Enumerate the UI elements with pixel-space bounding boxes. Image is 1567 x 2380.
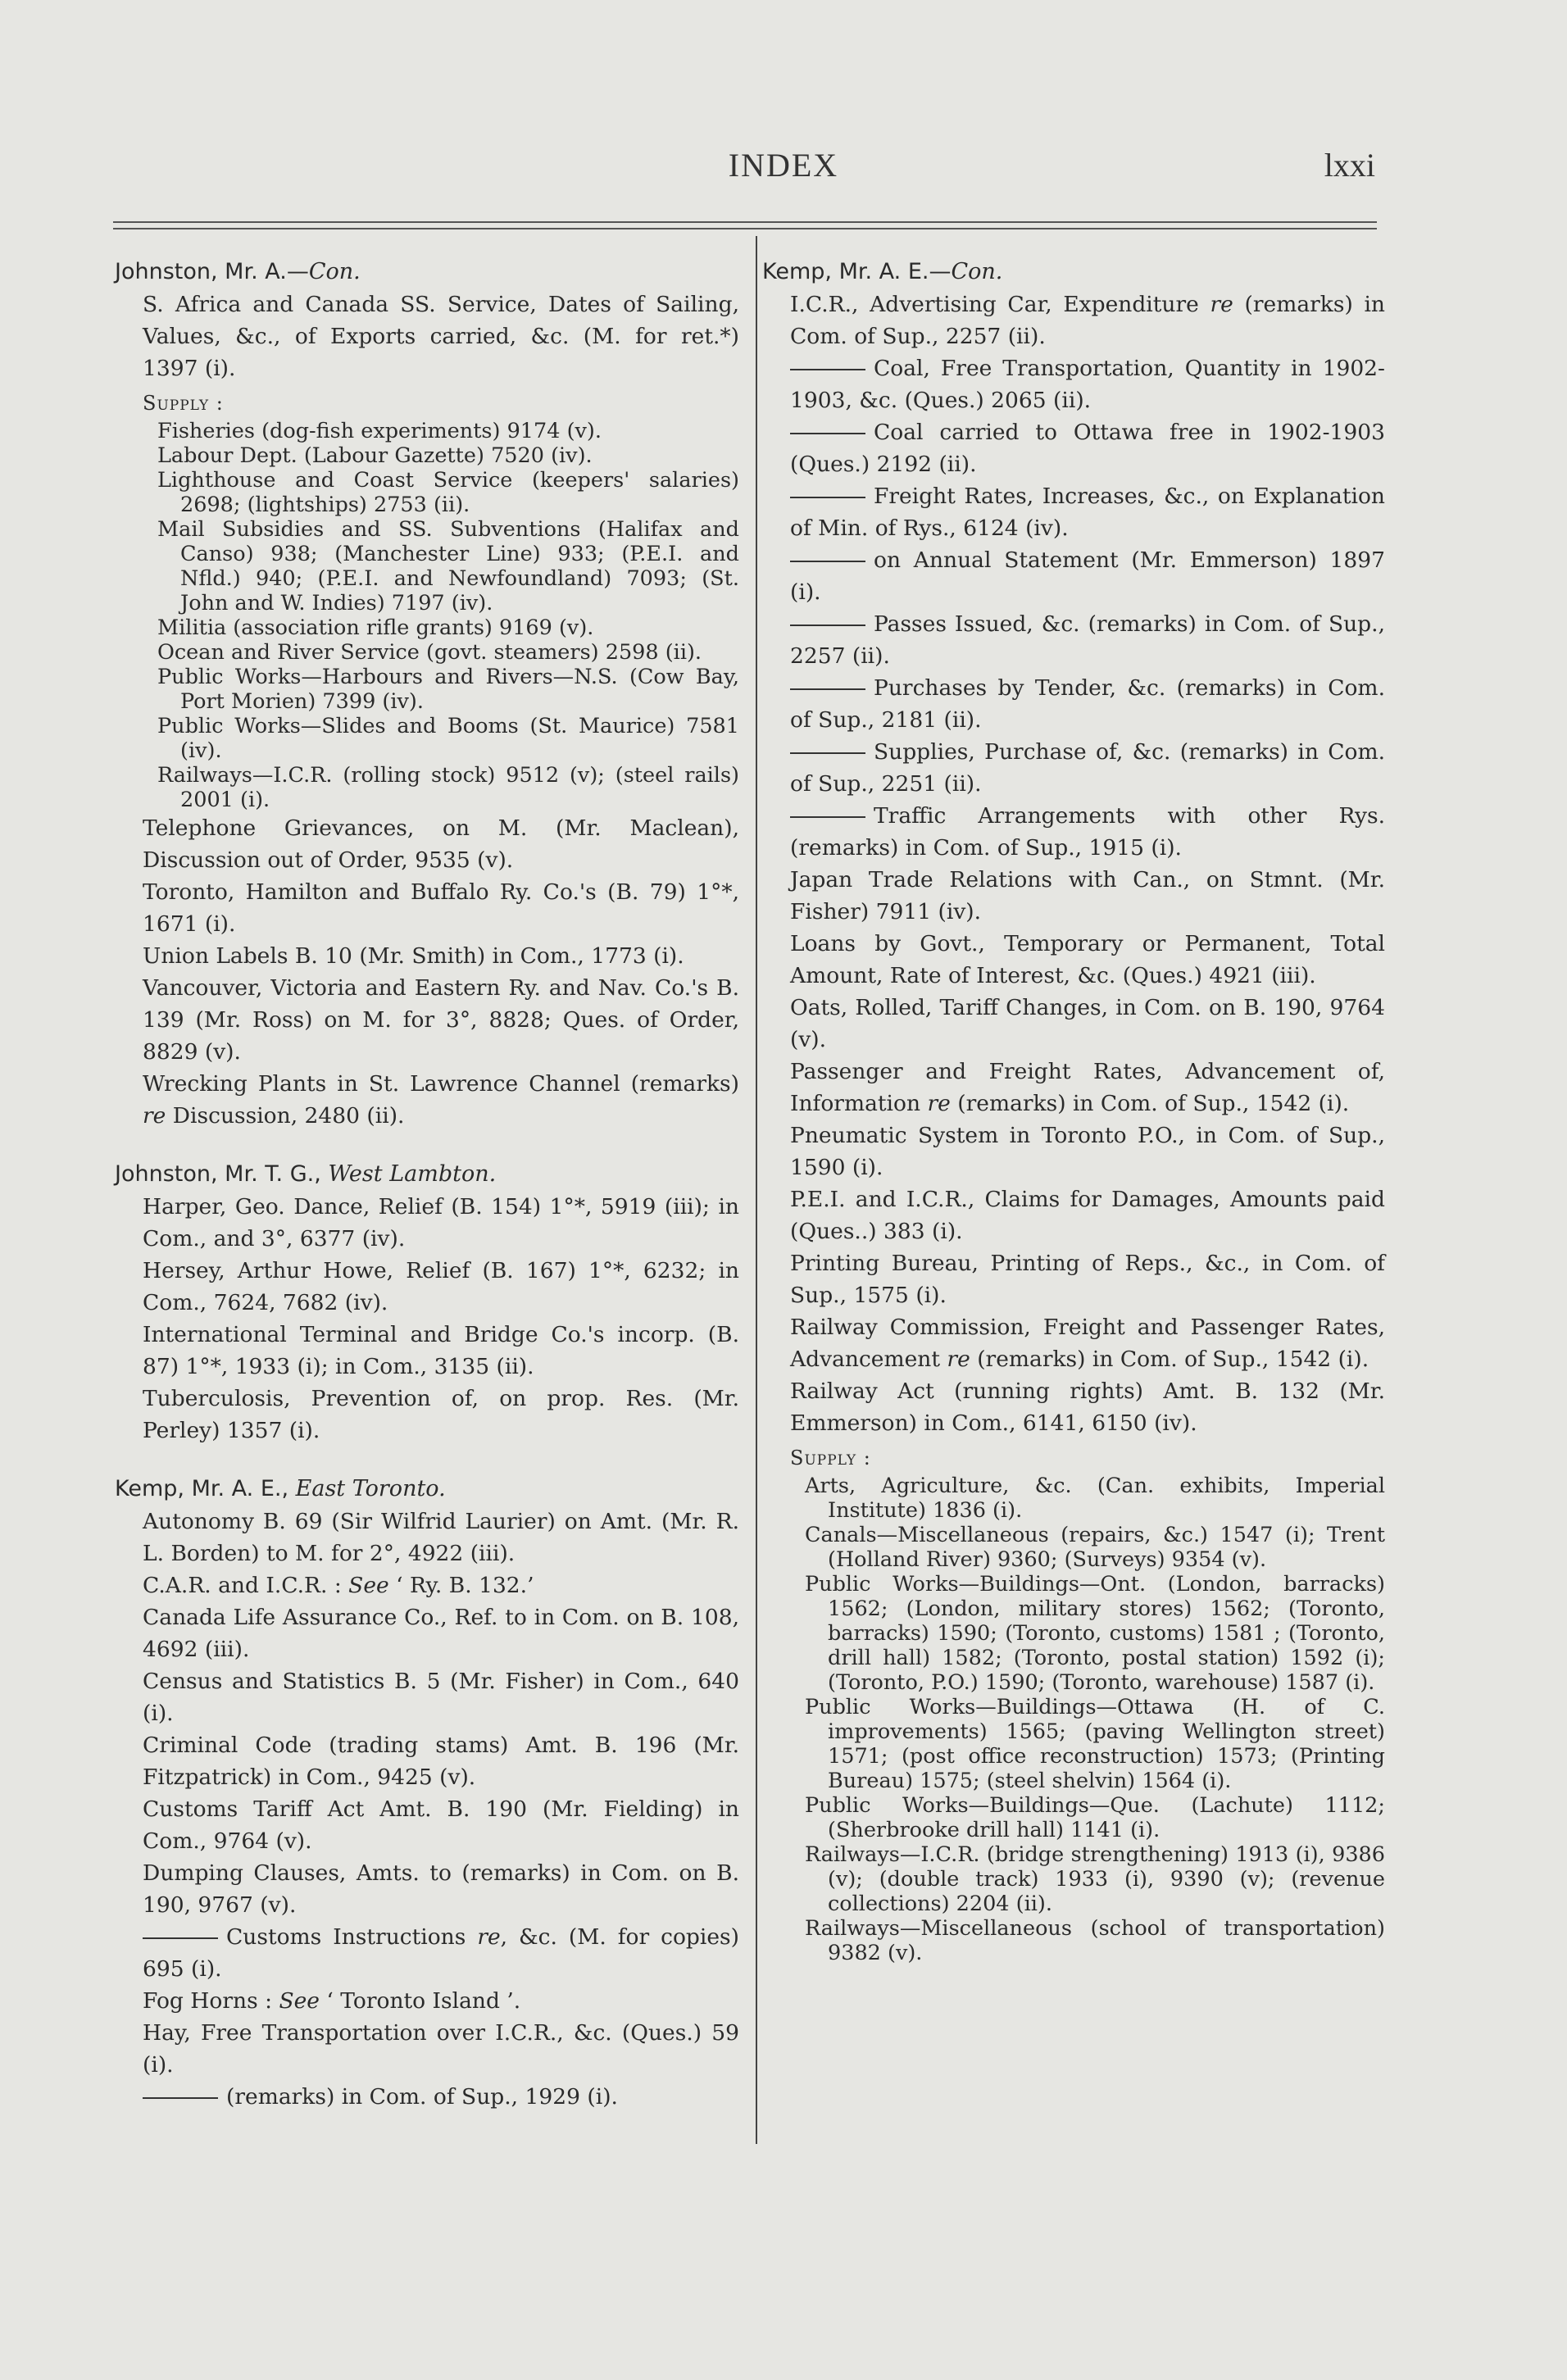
index-entry: I.C.R., Advertising Car, Expenditure re (remarks) in Com. of Sup., 2257 (ii). — [790, 292, 1385, 349]
index-entry: Japan Trade Relations with Can., on Stmnt. (Mr. Fisher) 7911 (iv). — [790, 867, 1385, 924]
supply-item: Railways—Miscellaneous (school of transportation) 9382 (v). — [805, 1916, 1385, 1965]
index-entry: Supplies, Purchase of, &c. (remarks) in Com. of Sup., 2251 (ii). — [790, 739, 1385, 797]
column-divider — [756, 236, 757, 2144]
right-column — [762, 256, 1385, 1965]
supply-item: Public Works—Harbours and Rivers—N.S. (Cow Bay, Port Morien) 7399 (iv). — [157, 665, 739, 714]
page-number: lxxi — [1324, 147, 1375, 184]
index-entry: P.E.I. and I.C.R., Claims for Damages, Amounts paid (Ques..) 383 (i). — [790, 1187, 1385, 1244]
ditto-dash — [790, 688, 865, 690]
index-entry: Criminal Code (trading stams) Amt. B. 196 (Mr. Fitzpatrick) in Com., 9425 (v). — [143, 1733, 739, 1790]
index-entry: Dumping Clauses, Amts. to (remarks) in Com. on B. 190, 9767 (v). — [143, 1860, 739, 1918]
header-rule — [113, 221, 1377, 229]
index-entry: Passes Issued, &c. (remarks) in Com. of Sup., 2257 (ii). — [790, 611, 1385, 669]
supply-item: Public Works—Buildings—Ottawa (H. of C. improvements) 1565; (paving Wellington street) 1571; (post office reconstruction) 1573; (Printing Bureau) 1575; (steel shelvin) 1564 (i). — [805, 1695, 1385, 1793]
supply-item: Lighthouse and Coast Service (keepers' salaries) 2698; (lightships) 2753 (ii). — [157, 468, 739, 517]
supply-item: Public Works—Buildings—Que. (Lachute) 1112; (Sherbrooke drill hall) 1141 (i). — [805, 1793, 1385, 1842]
supply-item: Public Works—Buildings—Ont. (London, barracks) 1562; (London, military stores) 1562; (Toronto, barracks) 1590; (Toronto, customs) 1581 ; (Toronto, drill hall) 1582; (Toronto, postal station) 1592 (i); (Toronto, P.O.) 1590; (Toronto, warehouse) 1587 (i). — [805, 1572, 1385, 1695]
index-entry: Printing Bureau, Printing of Reps., &c., in Com. of Sup., 1575 (i). — [790, 1251, 1385, 1308]
ditto-dash — [143, 2097, 218, 2099]
ditto-dash — [790, 752, 865, 754]
supply-item: Mail Subsidies and SS. Subventions (Halifax and Canso) 938; (Manchester Line) 933; (P.E.I. and Nfld.) 940; (P.E.I. and Newfoundland) 7093; (St. John and W. Indies) 7197 (iv). — [157, 517, 739, 615]
index-entry: Traffic Arrangements with other Rys. (remarks) in Com. of Sup., 1915 (i). — [790, 803, 1385, 861]
index-entry: Loans by Govt., Temporary or Permanent, Total Amount, Rate of Interest, &c. (Ques.) 4921 (iii). — [790, 931, 1385, 988]
index-entry: on Annual Statement (Mr. Emmerson) 1897 (i). — [790, 547, 1385, 605]
entry-heading: Johnston, Mr. A.—Con. — [115, 259, 361, 284]
supply-item: Labour Dept. (Labour Gazette) 7520 (iv). — [157, 443, 593, 468]
index-entry: Telephone Grievances, on M. (Mr. Maclean), Discussion out of Order, 9535 (v). — [143, 815, 739, 873]
index-entry: Oats, Rolled, Tariff Changes, in Com. on B. 190, 9764 (v). — [790, 995, 1385, 1052]
index-entry: Wrecking Plants in St. Lawrence Channel (remarks) re Discussion, 2480 (ii). — [143, 1071, 739, 1129]
index-entry: Toronto, Hamilton and Buffalo Ry. Co.'s (B. 79) 1°*, 1671 (i). — [143, 879, 739, 937]
index-entry: S. Africa and Canada SS. Service, Dates of Sailing, Values, &c., of Exports carried, &c. (M. for ret.*) 1397 (i). — [143, 292, 739, 381]
index-entry: Railway Act (running rights) Amt. B. 132 (Mr. Emmerson) in Com., 6141, 6150 (iv). — [790, 1378, 1385, 1436]
index-entry: Coal carried to Ottawa free in 1902-1903 (Ques.) 2192 (ii). — [790, 420, 1385, 477]
index-entry: Tuberculosis, Prevention of, on prop. Res. (Mr. Perley) 1357 (i). — [143, 1386, 739, 1443]
index-entry: Canada Life Assurance Co., Ref. to in Com. on B. 108, 4692 (iii). — [143, 1605, 739, 1662]
index-entry: C.A.R. and I.C.R. : See ‘ Ry. B. 132.’ — [143, 1573, 534, 1598]
ditto-dash — [143, 1937, 218, 1939]
index-entry: International Terminal and Bridge Co.'s incorp. (B. 87) 1°*, 1933 (i); in Com., 3135 (ii). — [143, 1322, 739, 1379]
index-entry: Purchases by Tender, &c. (remarks) in Com. of Sup., 2181 (ii). — [790, 675, 1385, 733]
index-entry: Hersey, Arthur Howe, Relief (B. 167) 1°*, 6232; in Com., 7624, 7682 (iv). — [143, 1258, 739, 1315]
left-column — [115, 256, 739, 2113]
ditto-dash — [790, 369, 865, 370]
index-entry: Vancouver, Victoria and Eastern Ry. and Nav. Co.'s B. 139 (Mr. Ross) on M. for 3°, 8828; Ques. of Order, 8829 (v). — [143, 975, 739, 1065]
index-entry: Freight Rates, Increases, &c., on Explanation of Min. of Rys., 6124 (iv). — [790, 484, 1385, 541]
ditto-dash — [790, 561, 865, 562]
entry-heading: Johnston, Mr. T. G., West Lambton. — [115, 1161, 497, 1187]
supply-label: Supply : — [143, 392, 224, 415]
index-entry: Harper, Geo. Dance, Relief (B. 154) 1°*, 5919 (iii); in Com., and 3°, 6377 (iv). — [143, 1194, 739, 1251]
ditto-dash — [790, 433, 865, 434]
index-entry: Census and Statistics B. 5 (Mr. Fisher) in Com., 640 (i). — [143, 1669, 739, 1726]
supply-item: Railways—I.C.R. (rolling stock) 9512 (v); (steel rails) 2001 (i). — [157, 763, 739, 812]
index-entry: Fog Horns : See ‘ Toronto Island ’. — [143, 1988, 521, 2014]
index-entry: Railway Commission, Freight and Passenger Rates, Advancement re (remarks) in Com. of Sup., 1542 (i). — [790, 1315, 1385, 1372]
supply-item: Militia (association rifle grants) 9169 (v). — [157, 615, 594, 640]
page-title: INDEX — [728, 147, 839, 184]
supply-item: Public Works—Slides and Booms (St. Maurice) 7581 (iv). — [157, 714, 739, 763]
index-entry: Customs Tariff Act Amt. B. 190 (Mr. Fielding) in Com., 9764 (v). — [143, 1796, 739, 1854]
index-entry: (remarks) in Com. of Sup., 1929 (i). — [115, 2081, 739, 2113]
index-entry: Pneumatic System in Toronto P.O., in Com. of Sup., 1590 (i). — [790, 1123, 1385, 1180]
supply-item: Railways—I.C.R. (bridge strengthening) 1913 (i), 9386 (v); (double track) 1933 (i), 9390 (v); (revenue collections) 2204 (ii). — [805, 1842, 1385, 1916]
entry-heading: Kemp, Mr. A. E., East Toronto. — [115, 1476, 446, 1501]
index-entry: Customs Instructions re, &c. (M. for copies) 695 (i). — [143, 1924, 739, 1982]
supply-item: Arts, Agriculture, &c. (Can. exhibits, Imperial Institute) 1836 (i). — [805, 1474, 1385, 1523]
entry-heading: Kemp, Mr. A. E.—Con. — [762, 259, 1003, 284]
supply-item: Fisheries (dog-fish experiments) 9174 (v). — [157, 419, 602, 443]
index-entry: Hay, Free Transportation over I.C.R., &c. (Ques.) 59 (i). — [143, 2020, 739, 2078]
index-entry: Union Labels B. 10 (Mr. Smith) in Com., 1773 (i). — [143, 943, 684, 969]
ditto-dash — [790, 625, 865, 626]
ditto-dash — [790, 497, 865, 498]
index-entry: Autonomy B. 69 (Sir Wilfrid Laurier) on Amt. (Mr. R. L. Borden) to M. for 2°, 4922 (iii). — [143, 1509, 739, 1566]
index-entry: Coal, Free Transportation, Quantity in 1902-1903, &c. (Ques.) 2065 (ii). — [790, 356, 1385, 413]
index-entry: Passenger and Freight Rates, Advancement of, Information re (remarks) in Com. of Sup., 1542 (i). — [790, 1059, 1385, 1116]
ditto-dash — [790, 816, 865, 818]
supply-item: Canals—Miscellaneous (repairs, &c.) 1547 (i); Trent (Holland River) 9360; (Surveys) 9354 (v). — [805, 1523, 1385, 1572]
supply-label: Supply : — [790, 1447, 871, 1469]
supply-item: Ocean and River Service (govt. steamers) 2598 (ii). — [157, 640, 702, 665]
